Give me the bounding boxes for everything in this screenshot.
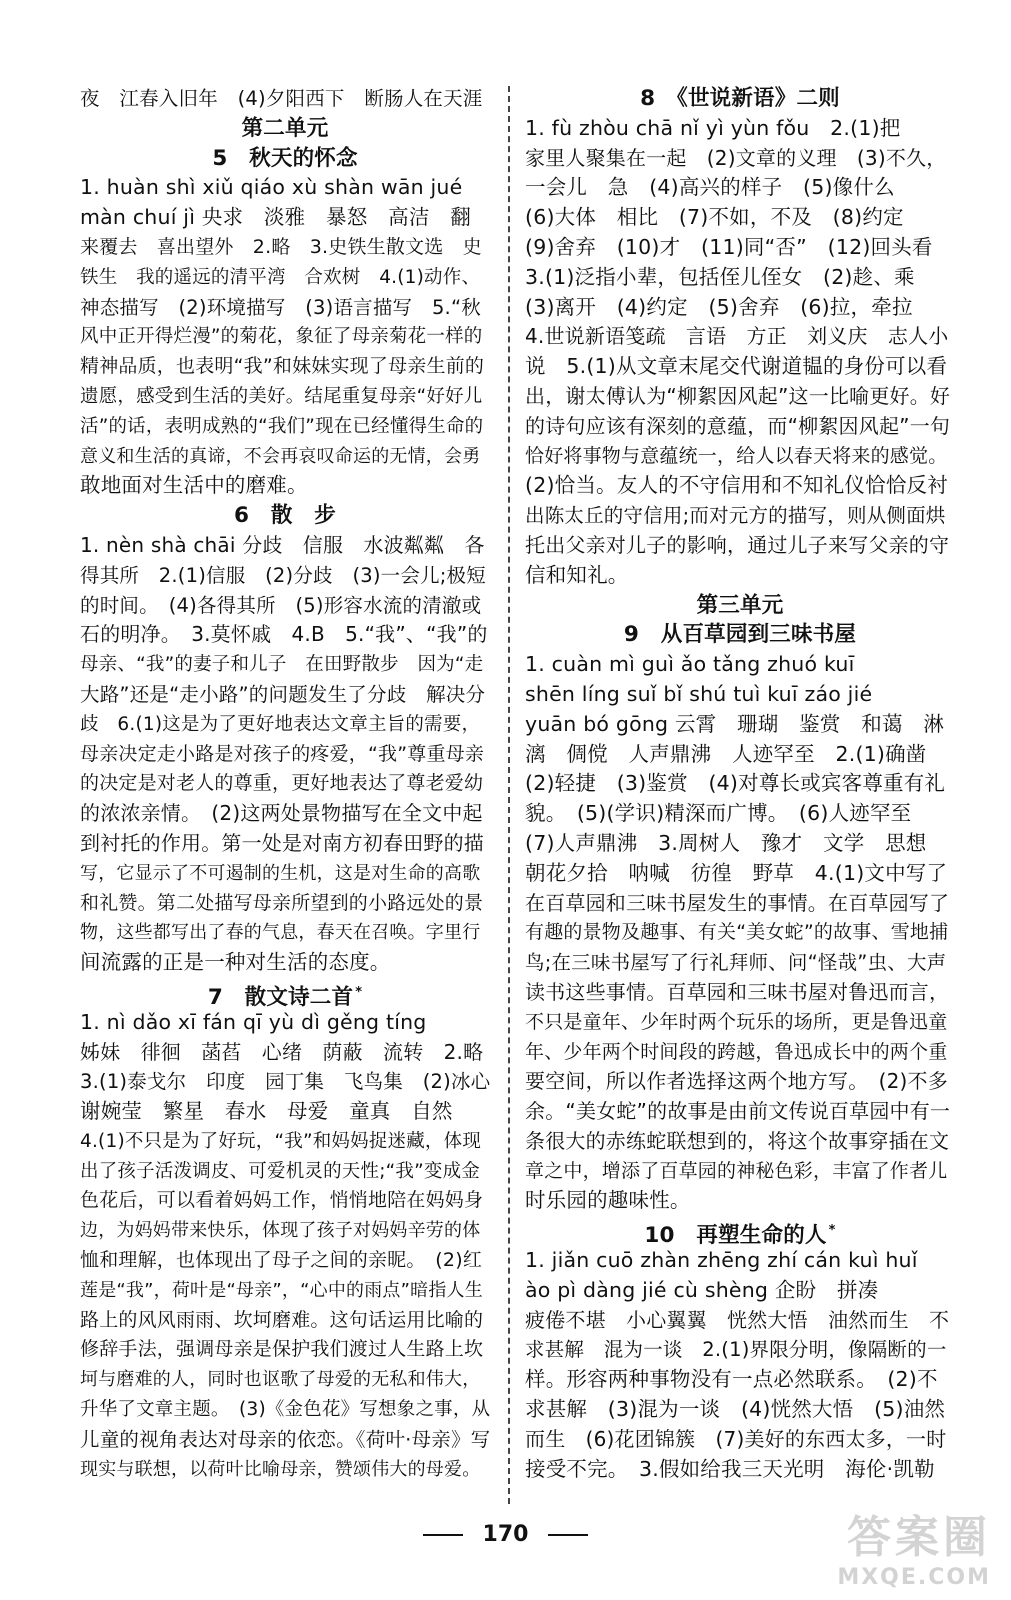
line-text: 4.世说新语笺疏 言语 方正 刘义庆 志人小 [525, 324, 949, 349]
line-text: 谢婉莹 繁星 春水 母爱 童真 自然 [80, 1099, 453, 1124]
optional-lesson-mark: * [355, 984, 363, 1000]
heading-text: 7 散文诗二首 [207, 985, 354, 1011]
heading-text: 9 从百草园到三味书屋 [623, 622, 857, 648]
line-text: 升华了文章主题。 (3)《金色花》写想象之事，从 [80, 1399, 490, 1421]
line-text: 意义和生活的真谛，不会再哀叹命运的无情，会勇 [80, 445, 481, 467]
answer-line [525, 203, 955, 233]
answer-line [80, 382, 490, 412]
answer-line [525, 561, 955, 591]
answer-line [80, 591, 490, 621]
line-text: 的时间。 (4)各得其所 (5)形容水流的清澈或 [80, 593, 482, 617]
answer-line [80, 1067, 490, 1097]
answer-line [525, 293, 955, 323]
line-text: 接受不完。 3.假如给我三天光明 海伦·凯勒 [525, 1456, 935, 1481]
line-text: 得其所 2.(1)信服 (2)分歧 (3)一会儿;极短 [80, 563, 486, 587]
line-text: 而生 (6)花团锦簇 (7)美好的东西太多，一时 [525, 1426, 947, 1451]
line-text: (6)大体 相比 (7)不如，不及 (8)约定 [525, 205, 904, 230]
column-divider [508, 86, 510, 1504]
answer-line [80, 889, 490, 919]
answer-line [80, 680, 490, 710]
answer-line [80, 918, 490, 948]
section-heading [525, 620, 955, 650]
line-text: 章之中，增添了百草园的神秘色彩，丰富了作者儿 [525, 1159, 948, 1182]
line-text: 样。形容两种事物没有一点必然联系。 (2)不 [525, 1367, 938, 1392]
line-text: (9)舍弃 (10)才 (11)同“否” (12)回头看 [525, 234, 933, 259]
right-column [525, 84, 955, 1484]
watermark-logo-text: 答案圈 [847, 1512, 991, 1563]
answer-line [80, 1008, 490, 1038]
answer-line [80, 948, 490, 978]
answer-line [80, 1186, 490, 1216]
answer-line [80, 829, 490, 859]
line-text: ào pì dàng jié cù shèng 企盼 拼凑 [525, 1277, 879, 1302]
line-text: 的决定是对老人的尊重，更好地表达了尊老爱幼 [80, 772, 484, 795]
answer-line [525, 710, 955, 740]
answer-line [80, 293, 490, 323]
line-text: 时乐园的趣味性。 [525, 1188, 691, 1213]
answer-line [525, 1038, 955, 1068]
answer-line [80, 442, 490, 472]
answer-line [80, 710, 490, 740]
answer-line [525, 1335, 955, 1365]
line-text: 铁生 我的遥远的清平湾 合欢树 4.(1)动作、 [80, 266, 481, 288]
line-text: 朝花夕拾 呐喊 彷徨 野草 4.(1)文中写了 [525, 860, 948, 885]
answer-line [525, 680, 955, 710]
line-text: (7)人声鼎沸 3.周树人 豫才 文学 思想 [525, 830, 927, 855]
answer-line [525, 1097, 955, 1127]
answer-line [525, 769, 955, 799]
answer-line [525, 1276, 955, 1306]
answer-line [80, 650, 490, 680]
line-text: 歧 6.(1)这是为了更好地表达文章主旨的需要， [80, 713, 481, 735]
line-text: 读书这些事情。百草园和三味书屋对鲁迅而言， [525, 979, 950, 1004]
answer-line [525, 1127, 955, 1157]
answer-line [525, 114, 955, 144]
line-text: 貌。 (5)(学识)精深而广博。 (6)人迹罕至 [525, 801, 912, 826]
line-text: 一会儿 急 (4)高兴的样子 (5)像什么 [525, 175, 895, 200]
answer-line [525, 382, 955, 412]
line-text: 色花后，可以看着妈妈工作，悄悄地陪在妈妈身 [80, 1189, 484, 1212]
line-text: yuān bó gōng 云霄 珊瑚 鉴赏 和蔼 淋 [525, 711, 945, 736]
line-text: 要空间，所以作者选择这两个地方写。 (2)不多 [525, 1069, 948, 1094]
answer-line [80, 799, 490, 829]
heading-text: 6 散 步 [234, 503, 336, 529]
section-heading [80, 978, 490, 1011]
section-heading [525, 1216, 955, 1249]
line-text: 托出父亲对儿子的影响，通过儿子来写父亲的守 [525, 532, 950, 557]
line-text: 夜 江春入旧年 (4)夕阳西下 断肠人在天涯 [80, 87, 483, 110]
line-text: 3.(1)泛指小辈，包括侄儿侄女 (2)趁、乘 [525, 264, 915, 289]
answer-line [80, 1127, 490, 1157]
line-text: 在百草园和三味书屋发生的事情。在百草园写了 [525, 890, 950, 915]
line-text: shēn líng suǐ bǐ shú tuì kuī záo jié [525, 681, 873, 706]
answer-line [80, 1455, 490, 1485]
line-text: 不只是童年、少年时两个玩乐的场所，更是鲁迅童 [525, 1010, 948, 1033]
line-text: 石的明净。 3.莫怀戚 4.B 5.“我”、“我”的 [80, 622, 488, 647]
line-text: 姊妹 徘徊 菡萏 心绪 荫蔽 流转 2.略 [80, 1039, 484, 1064]
line-text: 恰好将事物与意蕴统一，给人以春天将来的感觉。 [525, 444, 948, 467]
line-text: 信和知礼。 [525, 562, 629, 587]
line-text: 家里人聚集在一起 (2)文章的义理 (3)不久， [525, 145, 947, 170]
line-text: 神态描写 (2)环境描写 (3)语言描写 5.“秋 [80, 295, 481, 319]
answer-line [525, 1395, 955, 1425]
answer-line [80, 1246, 490, 1276]
heading-text: 5 秋天的怀念 [212, 145, 358, 171]
line-text: 坷与磨难的人，同时也讴歌了母爱的无私和伟大， [80, 1369, 481, 1391]
answer-line [80, 263, 490, 293]
line-text: 精神品质，也表明“我”和妹妹实现了母亲生前的 [80, 355, 485, 378]
heading-text: 10 再塑生命的人 [644, 1223, 827, 1249]
answer-line [80, 1097, 490, 1127]
line-text: 漓 倜傥 人声鼎沸 人迹罕至 2.(1)确凿 [525, 741, 927, 766]
heading-text: 第二单元 [241, 115, 329, 141]
line-text: 活”的话，表明成熟的“我们”现在已经懂得生命的 [80, 415, 484, 437]
answer-line [525, 352, 955, 382]
answer-line [80, 740, 490, 770]
answer-line [80, 1038, 490, 1068]
answer-line [525, 1067, 955, 1097]
answer-line [525, 1246, 955, 1276]
answer-line [525, 1186, 955, 1216]
line-text: 风中正开得烂漫”的菊花，象征了母亲菊花一样的 [80, 326, 483, 348]
answer-line [525, 1306, 955, 1336]
line-text: 边，为妈妈带来快乐，体现了孩子对妈妈辛劳的体 [80, 1220, 481, 1242]
answer-line [80, 1425, 490, 1455]
answer-line [525, 1425, 955, 1455]
answer-line [525, 1455, 955, 1485]
line-text: 恤和理解，也体现出了母子之间的亲昵。 (2)红 [80, 1249, 483, 1272]
line-text: (2)轻捷 (3)鉴赏 (4)对尊长或宾客尊重有礼 [525, 771, 946, 796]
line-text: 儿童的视角表达对母亲的依恋。《荷叶·母亲》写 [80, 1427, 490, 1451]
answer-line [80, 322, 490, 352]
line-text: 鸟;在三味书屋写了行礼拜师、问“怪哉”虫、大声 [525, 951, 947, 975]
line-text: 敢地面对生活中的磨难。 [80, 473, 308, 498]
line-text: 的诗句应该有深刻的意蕴，而“柳絮因风起”一句 [525, 413, 951, 438]
answer-line [80, 233, 490, 263]
line-text: 条很大的赤练蛇联想到的，将这个故事穿插在文 [525, 1128, 950, 1153]
answer-line [80, 620, 490, 650]
line-text: 写，它显示了不可遏制的生机，这是对生命的高歌 [80, 862, 481, 884]
watermark-logo [837, 1501, 991, 1590]
line-text: 疲倦不堪 小心翼翼 恍然大悟 油然而生 不 [525, 1307, 950, 1332]
line-text: 修辞手法，强调母亲是保护我们渡过人生路上坎 [80, 1338, 484, 1361]
optional-lesson-mark: * [828, 1223, 836, 1239]
line-text: 说 5.(1)从文章末尾交代谢道韫的身份可以看 [525, 354, 948, 379]
watermark-url: MXQE.COM [837, 1565, 991, 1590]
answer-line [80, 1306, 490, 1336]
line-text: 1. cuàn mì guì ǎo tǎng zhuó kuī [525, 652, 855, 677]
line-text: 1. fù zhòu chā nǐ yì yùn fǒu 2.(1)把 [525, 115, 901, 140]
answer-line [80, 203, 490, 233]
answer-line [525, 442, 955, 472]
answer-line [525, 531, 955, 561]
answer-line [80, 1335, 490, 1365]
answer-line [525, 799, 955, 829]
line-text: 母亲、“我”的妻子和儿子 在田野散步 因为“走 [80, 654, 484, 676]
answer-line [525, 948, 955, 978]
line-text: 和礼赞。第二处描写母亲所望到的小路远处的景 [80, 891, 484, 914]
answer-line [525, 918, 955, 948]
answer-line [525, 1157, 955, 1187]
section-heading [80, 114, 490, 144]
line-text: 大路”还是“走小路”的问题发生了分歧 解决分 [80, 682, 486, 706]
line-text: 1. nì dǎo xī fán qī yù dì gěng tíng [80, 1009, 427, 1034]
line-text: (3)离开 (4)约定 (5)舍弃 (6)拉，牵拉 [525, 294, 913, 319]
line-text: màn chuí jì 央求 淡雅 暴怒 高洁 翻 [80, 205, 471, 230]
answer-line [80, 561, 490, 591]
line-text: (2)恰当。友人的不守信用和不知礼仪恰恰反衬 [525, 473, 948, 498]
line-text: 莲是“我”，荷叶是“母亲”，“心中的雨点”暗指人生 [80, 1279, 483, 1301]
answer-line [80, 859, 490, 889]
line-text: 母亲决定走小路是对孩子的疼爱，“我”尊重母亲 [80, 742, 485, 765]
section-heading [525, 84, 955, 114]
line-text: 路上的风风雨雨、坎坷磨难。这句话运用比喻的 [80, 1308, 484, 1331]
heading-text: 第三单元 [696, 592, 784, 618]
line-text: 来覆去 喜出望外 2.略 3.史铁生散文选 史 [80, 235, 482, 258]
line-text: 年、少年两个时间段的跨越，鲁迅成长中的两个重 [525, 1040, 948, 1063]
line-text: 现实与联想，以荷叶比喻母亲，赞颂伟大的母爱。 [80, 1458, 481, 1480]
answer-line [525, 978, 955, 1008]
answer-line [525, 889, 955, 919]
line-text: 间流露的正是一种对生活的态度。 [80, 950, 391, 975]
answer-line [525, 740, 955, 770]
answer-line [525, 144, 955, 174]
answer-line [525, 650, 955, 680]
line-text: 3.(1)泰戈尔 印度 园丁集 飞鸟集 (2)冰心 [80, 1070, 490, 1094]
answer-line [80, 1216, 490, 1246]
section-heading [80, 501, 490, 531]
answer-line [80, 1276, 490, 1306]
line-text: 遗愿，感受到生活的美好。结尾重复母亲“好好儿 [80, 385, 483, 407]
answer-line [525, 1365, 955, 1395]
answer-line [80, 352, 490, 382]
answer-line [525, 501, 955, 531]
answer-line [525, 412, 955, 442]
left-column [80, 84, 490, 1484]
line-text: 求甚解 混为一谈 2.(1)界限分明，像隔断的一 [525, 1338, 947, 1362]
line-text: 1. nèn shà chāi 分歧 信服 水波粼粼 各 [80, 532, 485, 557]
answer-line [525, 859, 955, 889]
answer-line [80, 84, 490, 114]
line-text: 1. huàn shì xiǔ qiáo xù shàn wān jué [80, 175, 463, 200]
answer-line [80, 1395, 490, 1425]
line-text: 出，谢太傅认为“柳絮因风起”这一比喻更好。好 [525, 383, 951, 408]
answer-line [525, 233, 955, 263]
line-text: 1. jiǎn cuō zhàn zhēng zhí cán kuì huǐ [525, 1248, 918, 1273]
answer-line [80, 531, 490, 561]
footer-dash-left [423, 1534, 463, 1536]
line-text: 出了孩子活泼调皮、可爱机灵的天性;“我”变成金 [80, 1160, 481, 1182]
answer-line [525, 1008, 955, 1038]
line-text: 到衬托的作用。第一处是对南方初春田野的描 [80, 830, 484, 855]
answer-line [80, 1157, 490, 1187]
answer-line [80, 471, 490, 501]
line-text: 余。“美女蛇”的故事是由前文传说百草园中有一 [525, 1099, 951, 1124]
answer-line [525, 263, 955, 293]
line-text: 4.(1)不只是为了好玩，“我”和妈妈捉迷藏，体现 [80, 1130, 482, 1152]
line-text: 有趣的景物及趣事、有关“美女蛇”的故事、雪地捕 [525, 921, 949, 944]
line-text: 物，这些都写出了春的气息，春天在召唤。字里行 [80, 922, 481, 944]
line-text: 出陈太丘的守信用;而对元方的描写，则从侧面烘 [525, 504, 946, 528]
line-text: 求甚解 (3)混为一谈 (4)恍然大悟 (5)油然 [525, 1397, 946, 1422]
page-number: 170 [482, 1522, 529, 1547]
answer-line [525, 829, 955, 859]
answer-line [525, 322, 955, 352]
answer-line [525, 471, 955, 501]
answer-line [525, 173, 955, 203]
heading-text: 8 《世说新语》二则 [640, 86, 840, 111]
line-text: 的浓浓亲情。 (2)这两处景物描写在全文中起 [80, 801, 483, 826]
section-heading [525, 591, 955, 621]
answer-line [80, 173, 490, 203]
answer-line [80, 769, 490, 799]
answer-line [80, 1365, 490, 1395]
section-heading [80, 144, 490, 174]
footer-dash-right [548, 1534, 588, 1536]
answer-line [80, 412, 490, 442]
